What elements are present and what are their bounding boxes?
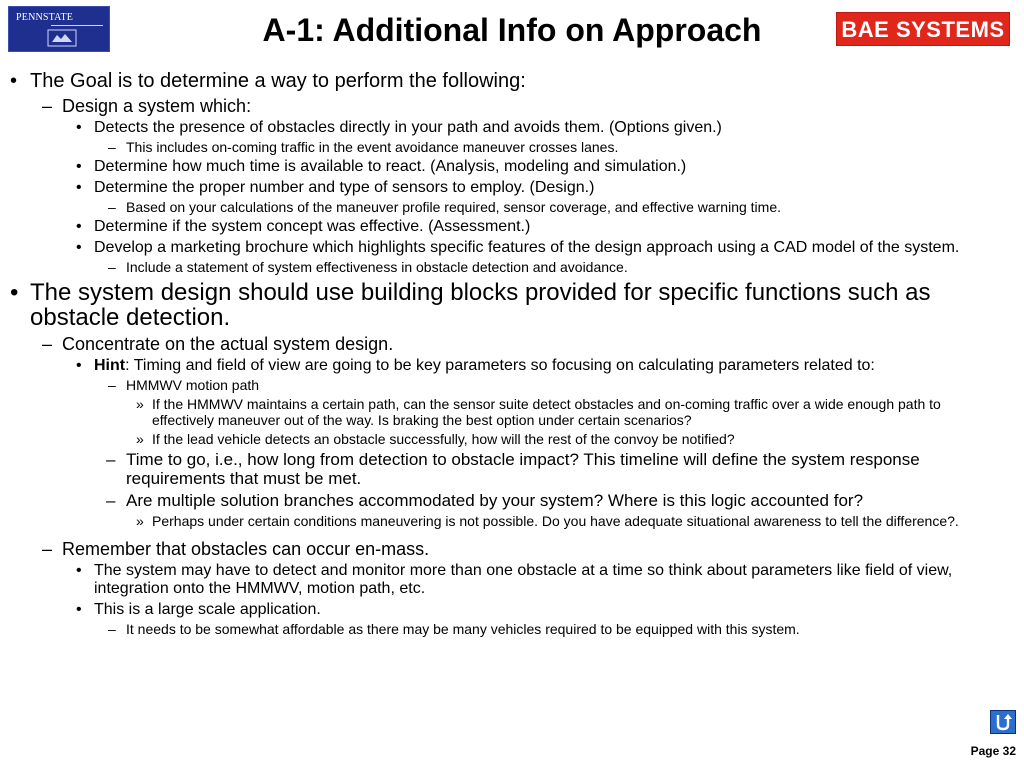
bullet-marker: • bbox=[76, 179, 82, 196]
bullet-marker: • bbox=[10, 70, 18, 92]
bullet-text: The system may have to detect and monitor more than one obstacle at a time so think about parameters like field of view, integration onto the HMMWV, motion path, etc. bbox=[94, 562, 953, 597]
bullet-text: If the lead vehicle detects an obstacle successfully, how will the rest of the convoy be notified? bbox=[152, 431, 735, 447]
slide-title: A-1: Additional Info on Approach bbox=[262, 12, 762, 48]
bullet-item bbox=[0, 139, 1024, 155]
bullet-marker: – bbox=[106, 491, 116, 510]
bullet-text: Perhaps under certain conditions maneuvering is not possible. Do you have adequate situational awareness to tell the difference?. bbox=[152, 513, 959, 529]
bullet-text: Develop a marketing brochure which highlights specific features of the design approach using a CAD model of the system. bbox=[94, 239, 960, 256]
return-button[interactable] bbox=[990, 710, 1016, 734]
bullet-text: Are multiple solution branches accommodated by your system? Where is this logic accounted for? bbox=[126, 491, 864, 510]
bullet-text: Time to go, i.e., how long from detection to obstacle impact? This timeline will define the system response requirements that must be met. bbox=[126, 450, 920, 488]
bullet-marker: – bbox=[108, 621, 116, 637]
bullet-item bbox=[0, 377, 1024, 393]
bullet-item bbox=[0, 179, 1024, 197]
bullet-item bbox=[0, 396, 1024, 428]
bullet-text: Remember that obstacles can occur en-mass. bbox=[62, 539, 430, 559]
bullet-marker: – bbox=[108, 199, 116, 215]
bullet-marker: – bbox=[108, 377, 116, 393]
bullet-item bbox=[0, 431, 1024, 447]
bullet-text: Design a system which: bbox=[62, 96, 252, 116]
bullet-marker: • bbox=[76, 239, 82, 256]
bullet-item bbox=[0, 621, 1024, 637]
bullet-text bbox=[94, 357, 994, 375]
bullet-item bbox=[0, 450, 1024, 488]
bullet-item bbox=[0, 539, 1024, 559]
bae-systems-logo: BAE SYSTEMS bbox=[836, 12, 1010, 46]
bullet-text: Detects the presence of obstacles directly in your path and avoids them. (Options given.) bbox=[94, 119, 722, 136]
bullet-item bbox=[0, 334, 1024, 354]
bullet-marker: » bbox=[136, 396, 144, 412]
bullet-text: Concentrate on the actual system design. bbox=[62, 334, 394, 354]
bullet-text: The system design should use building blocks provided for specific functions such as obstacle detection. bbox=[30, 279, 931, 331]
bullet-marker: – bbox=[108, 139, 116, 155]
hint-text: : Timing and field of view are going to be key parameters so focusing on calculating parameters related to: bbox=[125, 357, 875, 374]
slide-content bbox=[0, 66, 1024, 637]
bullet-text: Determine if the system concept was effective. (Assessment.) bbox=[94, 218, 531, 235]
bullet-item bbox=[0, 357, 1024, 375]
bullet-text: The Goal is to determine a way to perform the following: bbox=[30, 70, 526, 92]
bullet-item bbox=[0, 562, 1024, 598]
bullet-marker: • bbox=[76, 218, 82, 235]
bullet-text: Include a statement of system effectiveness in obstacle detection and avoidance. bbox=[126, 259, 628, 275]
bullet-text: Determine the proper number and type of sensors to employ. (Design.) bbox=[94, 179, 595, 196]
bullet-item bbox=[0, 491, 1024, 510]
bullet-marker: • bbox=[76, 601, 82, 618]
bullet-item bbox=[0, 158, 1024, 176]
bullet-marker: • bbox=[10, 279, 19, 306]
return-arrow-icon bbox=[991, 711, 1015, 733]
pennstate-logo-text: PENNSTATE bbox=[16, 12, 74, 23]
bullet-marker: » bbox=[136, 431, 144, 447]
bullet-marker: – bbox=[108, 259, 116, 275]
bullet-marker: • bbox=[76, 357, 82, 374]
bullet-text: Determine how much time is available to react. (Analysis, modeling and simulation.) bbox=[94, 158, 687, 175]
bullet-text: This is a large scale application. bbox=[94, 601, 321, 618]
bullet-marker: • bbox=[76, 158, 82, 175]
bullet-marker: • bbox=[76, 119, 82, 136]
bullet-item bbox=[0, 218, 1024, 236]
bullet-text: This includes on-coming traffic in the event avoidance maneuver crosses lanes. bbox=[126, 139, 619, 155]
bullet-marker: – bbox=[106, 450, 116, 469]
bullet-marker: » bbox=[136, 513, 144, 529]
bullet-item bbox=[0, 199, 1024, 215]
bullet-marker: • bbox=[76, 562, 82, 579]
bullet-item bbox=[0, 239, 1024, 257]
bullet-item bbox=[0, 119, 1024, 137]
bullet-item bbox=[0, 513, 1024, 529]
bullet-item bbox=[0, 70, 1024, 92]
bullet-marker: – bbox=[42, 334, 53, 354]
bullet-item bbox=[0, 280, 1024, 330]
bullet-marker: – bbox=[42, 96, 53, 116]
bullet-item bbox=[0, 259, 1024, 275]
bullet-text: It needs to be somewhat affordable as there may be many vehicles required to be equipped with this system. bbox=[126, 621, 800, 637]
bullet-text: If the HMMWV maintains a certain path, can the sensor suite detect obstacles and on-coming traffic over a wide enough path to effectively maneuver out of the way. Is braking the best option under certain scenarios? bbox=[152, 396, 941, 428]
bullet-marker: – bbox=[42, 539, 53, 559]
page-number: Page 32 bbox=[970, 744, 1016, 758]
bullet-text: HMMWV motion path bbox=[126, 377, 260, 393]
bullet-item bbox=[0, 601, 1024, 619]
hint-label: Hint bbox=[94, 357, 126, 374]
bullet-item bbox=[0, 96, 1024, 116]
bullet-text: Based on your calculations of the maneuver profile required, sensor coverage, and effective warning time. bbox=[126, 199, 781, 215]
